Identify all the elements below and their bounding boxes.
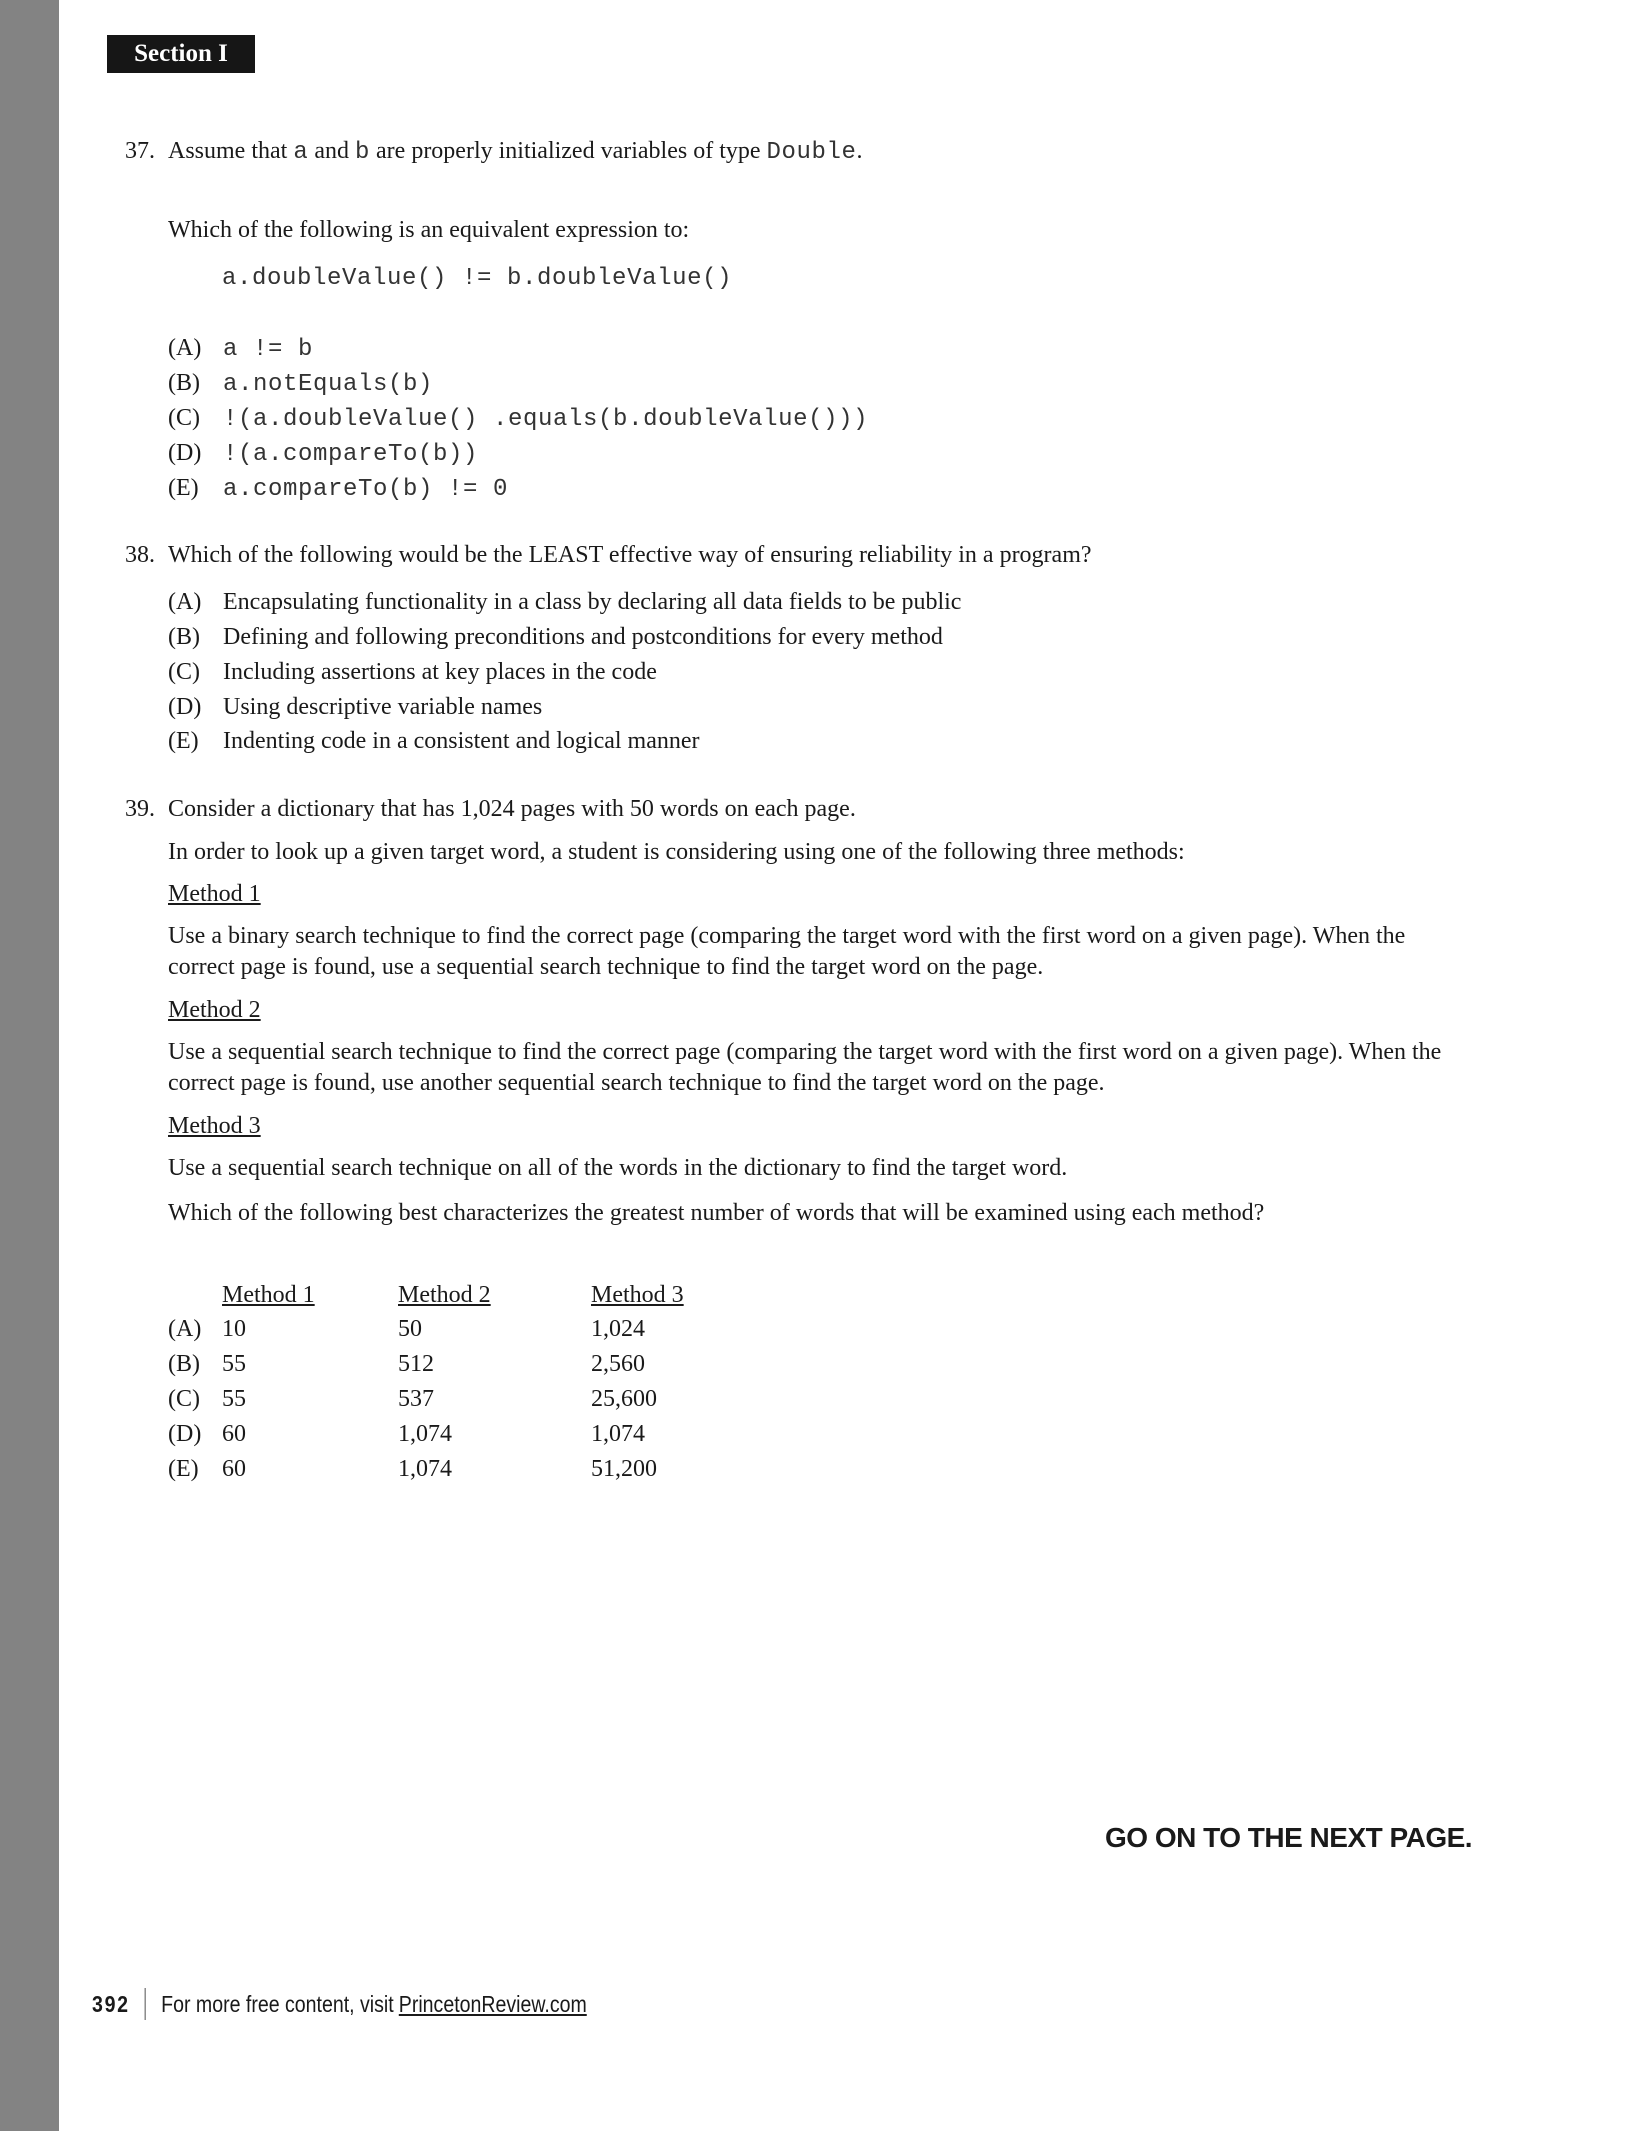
q38-option-b[interactable]: (B) Defining and following preconditions and postconditions for every method [168, 624, 943, 650]
q37-option-b[interactable]: (B) a.notEquals(b) [168, 370, 434, 398]
table-cell: 512 [398, 1351, 434, 1377]
q38-option-e[interactable]: (E) Indenting code in a consistent and logical manner [168, 728, 700, 754]
footer-link[interactable]: PrincetonReview.com [398, 1990, 587, 2017]
table-cell: 60 [222, 1456, 246, 1482]
table-cell: 51,200 [591, 1456, 657, 1482]
page-gutter [0, 0, 59, 2131]
q37-option-c[interactable]: (C) !(a.doubleValue() .equals(b.doubleValue())) [168, 405, 869, 433]
table-cell: 50 [398, 1316, 422, 1342]
footer-divider [145, 1988, 146, 2020]
page-footer [92, 1988, 587, 2020]
q39-number: 39. [125, 796, 155, 822]
go-on-notice: GO ON TO THE NEXT PAGE. [1105, 1822, 1473, 1853]
table-header: Method 1 [222, 1282, 315, 1308]
q37-code: a.doubleValue() != b.doubleValue() [222, 265, 733, 292]
q37-option-a[interactable]: (A) a != b [168, 335, 314, 363]
q37-number: 37. [125, 138, 155, 164]
table-cell: 55 [222, 1386, 246, 1412]
q37-prompt: Which of the following is an equivalent expression to: [168, 217, 690, 243]
option-label: (D) [168, 1421, 202, 1447]
table-cell: 1,074 [591, 1421, 645, 1447]
q37-stem: Assume that a and b are properly initialized variables of type Double. [168, 138, 863, 166]
table-cell: 2,560 [591, 1351, 645, 1377]
table-cell: 25,600 [591, 1386, 657, 1412]
q38-option-c[interactable]: (C) Including assertions at key places in the code [168, 659, 657, 685]
table-cell: 1,074 [398, 1421, 452, 1447]
table-cell: 60 [222, 1421, 246, 1447]
page-number: 392 [92, 1990, 130, 2017]
q38-stem: Which of the following would be the LEAST effective way of ensuring reliability in a program? [168, 542, 1092, 568]
q37-option-d[interactable]: (D) !(a.compareTo(b)) [168, 440, 479, 468]
q37-option-e[interactable]: (E) a.compareTo(b) != 0 [168, 475, 509, 503]
q39-stem: Consider a dictionary that has 1,024 pages with 50 words on each page. [168, 796, 856, 822]
section-label: Section I [107, 35, 255, 73]
q38-option-a[interactable]: (A) Encapsulating functionality in a class by declaring all data fields to be public [168, 589, 962, 615]
method-1-text: Use a binary search technique to find the correct page (comparing the target word with the first word on a given page). When the correct page is found, use a sequential search technique to find the target word on the page. [168, 923, 1406, 980]
table-cell: 537 [398, 1386, 434, 1412]
q39-question: Which of the following best characterizes the greatest number of words that will be examined using each method? [168, 1200, 1265, 1226]
option-label: (A) [168, 1316, 202, 1342]
table-header: Method 3 [591, 1282, 684, 1308]
method-3-title: Method 3 [168, 1113, 261, 1139]
table-cell: 10 [222, 1316, 246, 1342]
footer-text: For more free content, visit [161, 1990, 394, 2017]
option-label: (E) [168, 1456, 199, 1482]
method-2-title: Method 2 [168, 997, 261, 1023]
method-1-title: Method 1 [168, 881, 261, 907]
table-header: Method 2 [398, 1282, 491, 1308]
option-label: (C) [168, 1386, 200, 1412]
q38-option-d[interactable]: (D) Using descriptive variable names [168, 694, 543, 720]
q38-number: 38. [125, 542, 155, 568]
method-2-text: Use a sequential search technique to find the correct page (comparing the target word with the first word on a given page). When the correct page is found, use another sequential search technique to find the target word on the page. [168, 1039, 1442, 1096]
method-3-text: Use a sequential search technique on all of the words in the dictionary to find the target word. [168, 1155, 1068, 1181]
table-cell: 55 [222, 1351, 246, 1377]
option-label: (B) [168, 1351, 200, 1377]
table-cell: 1,024 [591, 1316, 645, 1342]
q39-intro: In order to look up a given target word, a student is considering using one of the following three methods: [168, 839, 1185, 865]
table-cell: 1,074 [398, 1456, 452, 1482]
